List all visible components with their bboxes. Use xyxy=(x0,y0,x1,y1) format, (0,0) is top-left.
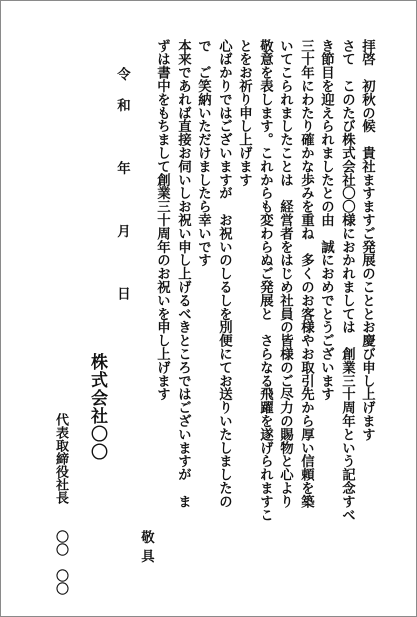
body-line-3: き節目を迎えられましたとの由 誠におめでとうございます xyxy=(318,39,334,401)
body-line-5: いてこられましたことは 経営者をはじめ社員の皆様のご尽力の賜物と心より xyxy=(277,39,293,508)
company-name: 株式会社〇〇 xyxy=(87,353,107,461)
date-line: 令和 年 月 日 xyxy=(114,67,130,319)
closing-phrase: 敬具 xyxy=(138,530,154,569)
body-line-9: で ご笑納いただけましたら幸いです xyxy=(195,39,211,267)
body-line-7: とをお祈り申し上げます xyxy=(236,39,252,187)
body-line-1: 拝啓 初秋の候 貴社ますますご発展のこととお慶び申し上げます xyxy=(359,39,375,441)
body-line-8: 心ばかりではございますが お祝いのしるしを別便にてお送りいたしましたの xyxy=(216,39,232,508)
body-line-2: さて このたび株式会社〇〇様におかれましては 創業三十周年という記念すべ xyxy=(339,39,355,522)
representative-title: 代表取締役社長 〇〇 〇〇 xyxy=(53,413,68,595)
body-line-4: 三十年にわたり確かな歩みを重ね 多くのお客様やお取引先から厚い信頼を築 xyxy=(298,39,314,508)
body-line-6: 敬意を表します。これからも変わらぬご発展と さらなる飛躍を遂げられますこ xyxy=(257,39,273,522)
body-line-11: ずは書中をもちまして創業三十周年のお祝いを申し上げます xyxy=(154,39,170,401)
body-line-10: 本来であれば直接お伺いしお祝い申し上げるべきところではございますが ま xyxy=(175,39,191,508)
